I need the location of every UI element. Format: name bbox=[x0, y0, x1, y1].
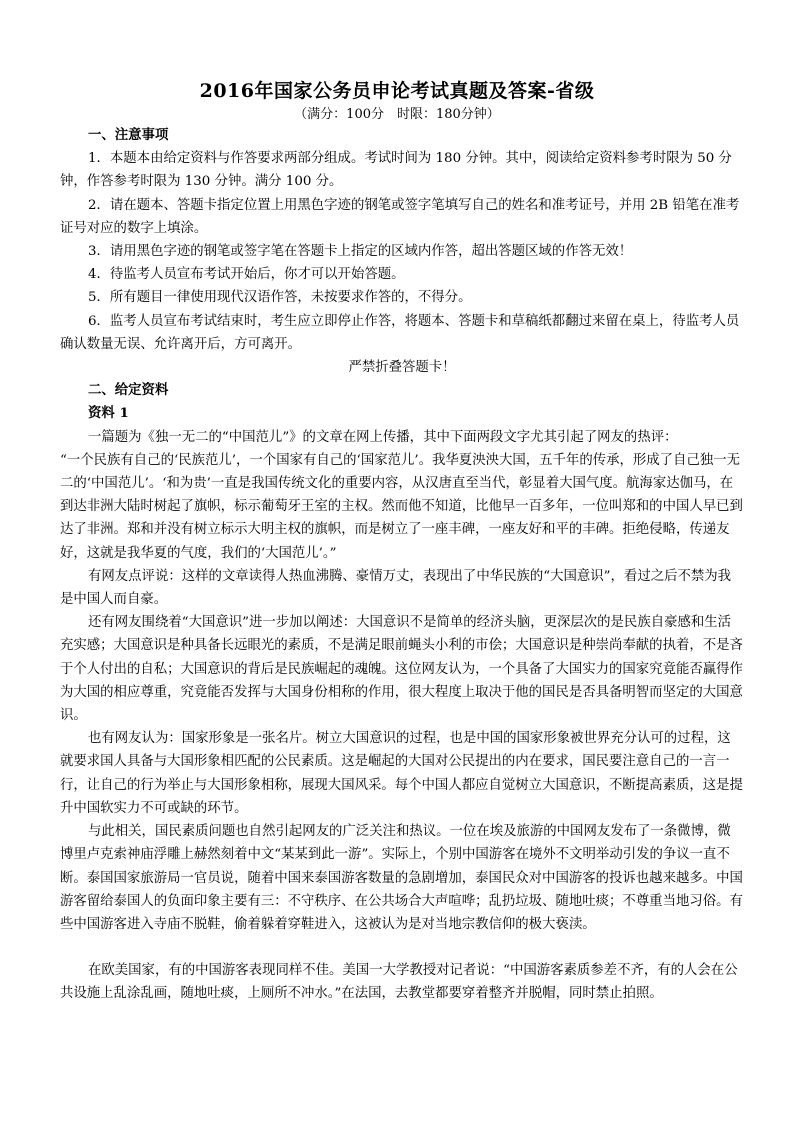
note-item: 1．本题本由给定资料与作答要求两部分组成。考试时间为 180 分钟。其中，阅读给定资料参考时限为 50 分钟，作答参考时限为 130 分钟。满分 100 分。 bbox=[60, 151, 732, 190]
document-subtitle: （满分：100分 时限：180分钟） bbox=[294, 107, 500, 122]
material-label: 资料 1 bbox=[88, 405, 129, 422]
material-paragraph: 在欧美国家，有的中国游客表现同样不佳。美国一大学教授对记者说：“中国游客素质参差不齐，有的人会在公共设施上乱涂乱画，随地吐痰，上厕所不冲水。”在法国，去教堂都要穿着整齐并脱帽，同时禁止拍照。 bbox=[60, 963, 738, 1002]
document-body bbox=[60, 124, 744, 1006]
section-heading-materials: 二、给定资料 bbox=[88, 382, 169, 399]
material-paragraph: 有网友点评说：这样的文章读得人热血沸腾、豪情万丈，表现出了中华民族的“大国意识”，看过之后不禁为我是中国人而自豪。 bbox=[60, 568, 732, 608]
material-paragraph: 也有网友认为：国家形象是一张名片。树立大国意识的过程，也是中国的国家形象被世界充分认可的过程，这就要求国人具备与大国形象相匹配的公民素质。这是崛起的大国对公民提出的内在要求，国民要注意自己的一言一行，让自己的行为举止与大国形象相称，展现大国风采。每个中国人都应自觉树立大国意识，不断提高素质，这是提升中国软实力不可或缺的环节。 bbox=[60, 731, 743, 816]
note-item: 2．请在题本、答题卡指定位置上用黑色字迹的钢笔或签字笔填写自己的姓名和准考证号，并用 2B 铅笔在准考证号对应的数字上填涂。 bbox=[60, 197, 740, 236]
material-quote: “一个民族有自己的‘民族范儿’，一个国家有自己的‘国家范儿’。我华夏泱泱大国，五千年的传承，形成了自己独一无二的‘中国范儿’。‘和为贵’一直是我国传统文化的重要内容，从汉唐直至当代，彰显着大国气度。航海家达伽马，在到达非洲大陆时树起了旗帜，标示葡萄牙王室的主权。然而他不知道，比他早一百多年，一位叫郑和的中国人早已到达了非洲。郑和并没有树立标示大明主权的旗帜，而是树立了一座丰碑，一座友好和平的丰碑。拒绝侵略，传递友好，这就是我华夏的气度，我们的‘大国范儿’。” bbox=[60, 452, 743, 561]
note-item: 4．待监考人员宣布考试开始后，你才可以开始答题。 bbox=[88, 267, 405, 283]
warning-text: 严禁折叠答题卡！ bbox=[348, 360, 456, 376]
document-title: 2016年国家公务员申论考试真题及答案-省级 bbox=[199, 80, 595, 102]
material-paragraph: 与此相关，国民素质问题也自然引起网友的广泛关注和热议。一位在埃及旅游的中国网友发布了一条微博，微博里卢克索神庙浮雕上赫然刻着中文“某某到此一游”。实际上，个别中国游客在境外不文明举动引发的争议一直不断。泰国国家旅游局一官员说，随着中国来泰国游客数量的急剧增加，泰国民众对中国游客的投诉也越来越多。中国游客留给泰国人的负面印象主要有三：不守秩序、在公共场合大声喧哗；乱扔垃圾、随地吐痰；不尊重当地习俗。有些中国游客进入寺庙不脱鞋，偷着躲着穿鞋进入，这被认为是对当地宗教信仰的极大亵渎。 bbox=[60, 824, 743, 932]
note-item: 3．请用黑色字迹的钢笔或签字笔在答题卡上指定的区域内作答，超出答题区域的作答无效！ bbox=[88, 244, 633, 260]
paragraph-gap bbox=[60, 936, 744, 959]
material-paragraph: 一篇题为《独一无二的“中国范儿”》的文章在网上传播，其中下面两段文字尤其引起了网友的热评： bbox=[88, 429, 678, 445]
section-heading-notes: 一、注意事项 bbox=[88, 127, 169, 143]
note-item: 6．监考人员宣布考试结束时，考生应立即停止作答，将题本、答题卡和草稿纸都翻过来留在桌上，待监考人员确认数量无误、允许离开后，方可离开。 bbox=[60, 313, 740, 352]
note-item: 5．所有题目一律使用现代汉语作答，未按要求作答的，不得分。 bbox=[88, 290, 472, 306]
material-paragraph: 还有网友围绕着“大国意识”进一步加以阐述：大国意识不是简单的经济头脑，更深层次的是民族自豪感和生活充实感；大国意识是种具备长远眼光的素质，不是满足眼前蝇头小利的市侩；大国意识是种崇尚奉献的执着，不是吝于个人付出的自私；大国意识的背后是民族崛起的魂魄。这位网友认为，一个具备了大国实力的国家究竟能否赢得作为大国的相应尊重，究竟能否发挥与大国身份相称的作用，很大程度上取决于他的国民是否具备明智而坚定的大国意识。 bbox=[60, 615, 743, 724]
